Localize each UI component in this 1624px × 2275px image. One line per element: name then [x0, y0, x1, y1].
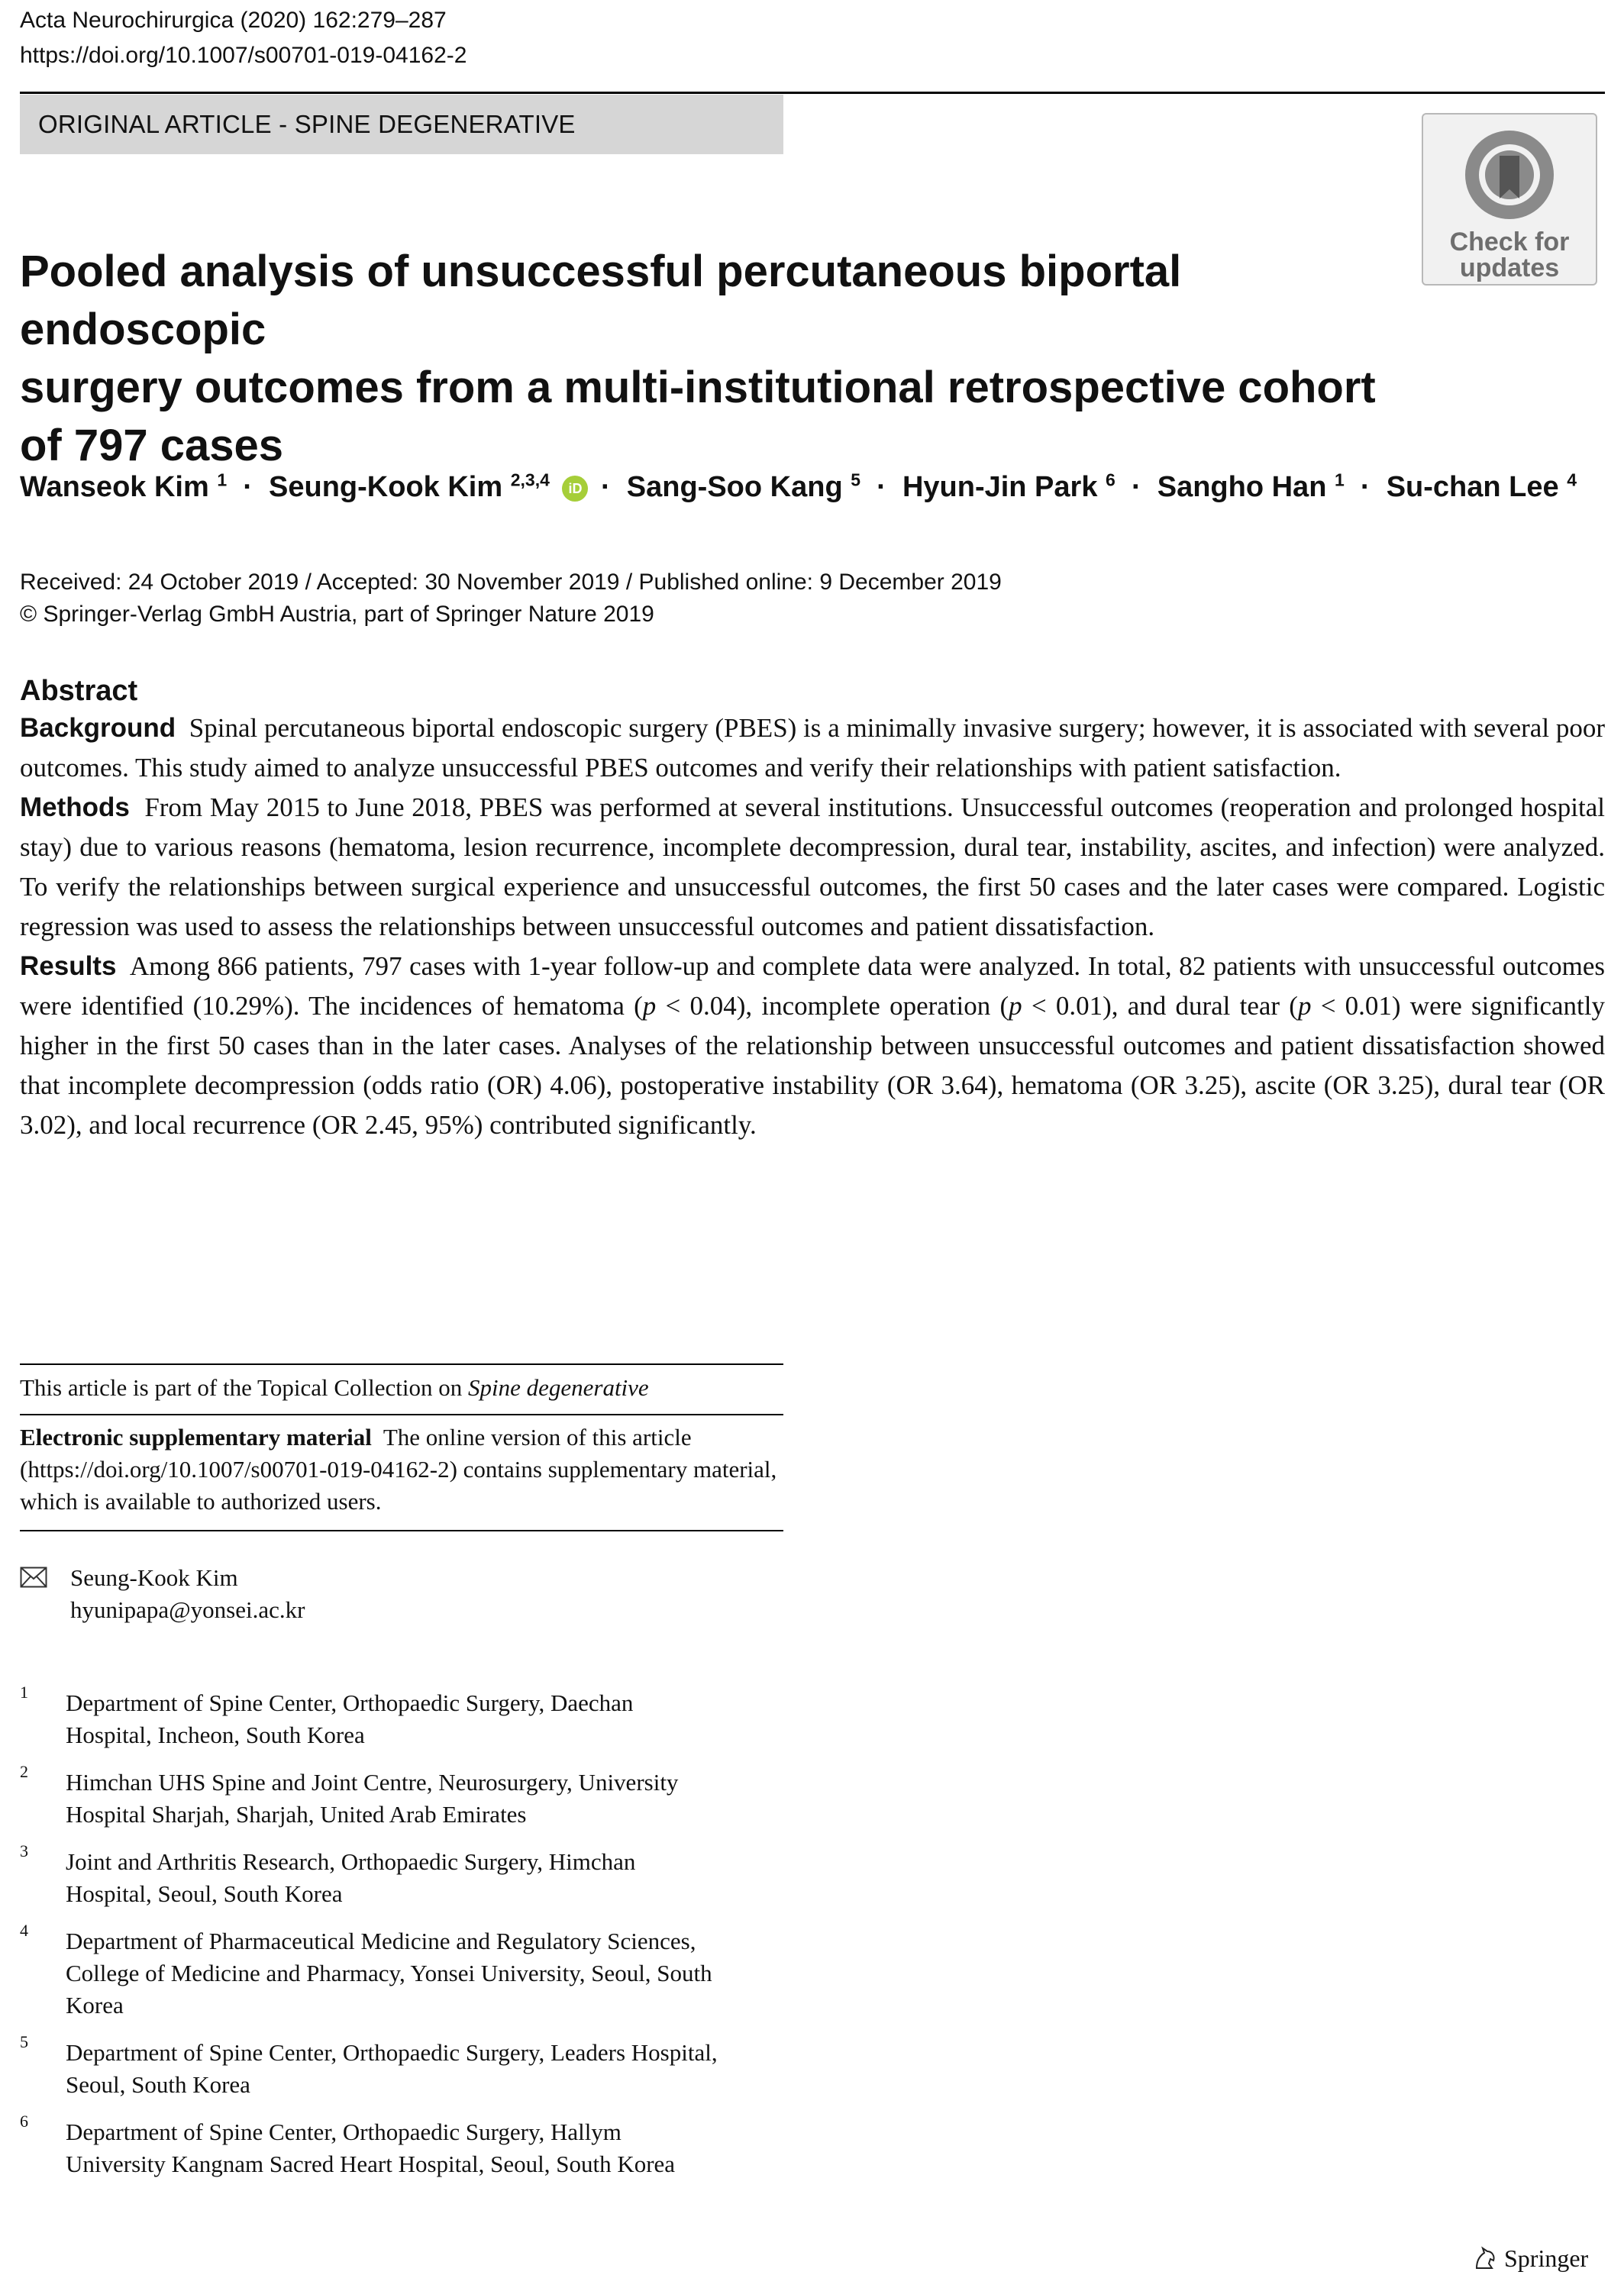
envelope-icon: [20, 1567, 47, 1588]
affiliation-line: Joint and Arthritis Research, Orthopaedic Surgery, Himchan: [66, 1848, 636, 1875]
affiliation-line: College of Medicine and Pharmacy, Yonsei University, Seoul, South: [66, 1960, 712, 1986]
affiliation-line: Department of Spine Center, Orthopaedic Surgery, Hallym: [66, 2118, 622, 2145]
p-symbol: p: [1297, 991, 1312, 1021]
affiliation-line: Department of Pharmaceutical Medicine and Regulatory Sciences,: [66, 1928, 696, 1954]
affiliation-line: Department of Spine Center, Orthopaedic Surgery, Leaders Hospital,: [66, 2039, 718, 2066]
results-text: < 0.01), and dural tear (: [1022, 991, 1298, 1021]
badge-line-2: updates: [1459, 253, 1560, 282]
copyright-notice: © Springer-Verlag GmbH Austria, part of Springer Nature 2019: [20, 602, 654, 627]
results-text: < 0.01) were significantly higher in the first 50 cases than in the later cases. Analyses of the relationship between unsuccessful outcomes and patient dissatisfaction showed that incomplete decompression (odds ratio (OR) 4.06), postoperative instability (OR 3.64), hematoma (OR 3.25), ascite (OR 3.25), dural tear (OR 3.02), and local recurrence (OR 2.45, 95%) contributed significantly.: [20, 991, 1605, 1140]
affiliation-number: 5: [20, 2032, 28, 2051]
affiliation-number: 6: [20, 2112, 28, 2131]
affiliation-text: [66, 1687, 783, 1751]
affiliation-text: [66, 1767, 783, 1831]
publication-dates: Received: 24 October 2019 / Accepted: 30 November 2019 / Published online: 9 December 2019: [20, 570, 1002, 595]
corresponding-author-name: Seung-Kook Kim: [70, 1564, 238, 1591]
affiliation-number: 3: [20, 1841, 28, 1860]
affiliation-line: Himchan UHS Spine and Joint Centre, Neurosurgery, University: [66, 1769, 679, 1796]
title-line-1: Pooled analysis of unsuccessful percutaneous biportal endoscopic: [20, 247, 1182, 354]
affiliation-text: [66, 1925, 783, 2022]
author-name[interactable]: Sangho Han: [1157, 471, 1327, 503]
abstract-heading: Abstract: [20, 675, 138, 707]
esm-label: Electronic supplementary material: [20, 1424, 372, 1451]
corresponding-author-email[interactable]: hyunipapa@yonsei.ac.kr: [70, 1596, 305, 1623]
p-symbol: p: [1009, 991, 1022, 1021]
author-name[interactable]: Seung-Kook Kim: [269, 471, 503, 503]
journal-citation: Acta Neurochirurgica (2020) 162:279–287: [20, 8, 447, 33]
author-affiliation: 5: [851, 470, 861, 490]
author-list: Wanseok Kim $^1$ · Seung-Kook Kim $^{2,3,4}$ iD · Sang-Soo Kang $^5$ · Hyun-Jin Park $^6$ · Sangho Han $^1$ · Su-chan Lee $^4$: [20, 470, 1577, 503]
footnote-rule: [20, 1530, 783, 1531]
abstract-results: [20, 947, 1605, 1145]
author-name[interactable]: Wanseok Kim: [20, 471, 209, 503]
author-affiliation: 2,3,4: [510, 470, 550, 490]
affiliation-text: [66, 2116, 783, 2180]
section-bar: [20, 95, 783, 154]
topical-prefix: This article is part of the Topical Collection on: [20, 1374, 468, 1401]
abstract-methods: [20, 788, 1605, 947]
results-text: Among 866 patients, 797 cases with 1-year follow-up and complete data were analyzed. In total, 82 patients with unsuccessful outcomes were identified (10.29%). The incidences of hematoma (: [20, 951, 1605, 1021]
esm-link[interactable]: https://doi.org/10.1007/s00701-019-04162-2: [27, 1456, 450, 1483]
affiliation-line: Seoul, South Korea: [66, 2071, 250, 2098]
affiliation-line: Korea: [66, 1992, 124, 2018]
footnote-rule: [20, 1363, 783, 1365]
springer-logo: [1472, 2243, 1588, 2273]
p-symbol: p: [642, 991, 657, 1021]
topical-collection-note: [20, 1371, 649, 1405]
supplementary-material-note: [20, 1421, 783, 1518]
article-title: [20, 243, 1409, 475]
affiliation-number: 2: [20, 1762, 28, 1781]
affiliation-line: University Kangnam Sacred Heart Hospital, Seoul, South Korea: [66, 2151, 676, 2177]
author-affiliation: 6: [1106, 470, 1115, 490]
affiliation-line: Hospital, Incheon, South Korea: [66, 1722, 365, 1748]
methods-label: Methods: [20, 792, 130, 822]
affiliation-text: [66, 1846, 783, 1910]
affiliation-line: Hospital, Seoul, South Korea: [66, 1880, 343, 1907]
doi-link[interactable]: https://doi.org/10.1007/s00701-019-04162-2: [20, 43, 467, 68]
esm-text: ) contains supplementary material, which is available to authorized users.: [20, 1456, 777, 1515]
abstract-background: [20, 708, 1605, 788]
topical-name[interactable]: Spine degenerative: [467, 1374, 649, 1401]
methods-text: From May 2015 to June 2018, PBES was performed at several institutions. Unsuccessful outcomes (reoperation and prolonged hospital stay) due to various reasons (hematoma, lesion recurrence, incomplete decompression, dural tear, instability, ascites, and infection) were analyzed. To verify the relationships between surgical experience and unsuccessful outcomes, the first 50 cases and the later cases were compared. Logistic regression was used to assess the relationships between unsuccessful outcomes and patient dissatisfaction.: [20, 792, 1606, 941]
check-for-updates-badge[interactable]: [1422, 113, 1597, 286]
background-text: Spinal percutaneous biportal endoscopic surgery (PBES) is a minimally invasive surgery; however, it is associated with several poor outcomes. This study aimed to analyze unsuccessful PBES outcomes and verify their relationships with patient satisfaction.: [20, 713, 1605, 783]
results-text: < 0.04), incomplete operation (: [656, 991, 1009, 1021]
title-line-2: surgery outcomes from a multi-institutional retrospective cohort: [20, 363, 1376, 412]
badge-line-1: Check for: [1449, 228, 1570, 257]
author-affiliation: 4: [1567, 470, 1577, 490]
header-rule: [20, 92, 1605, 94]
affiliation-line: Hospital Sharjah, Sharjah, United Arab Emirates: [66, 1801, 527, 1828]
footnote-rule: [20, 1414, 783, 1415]
esm-text: The online version of this article (: [20, 1424, 692, 1483]
affiliation-text: [66, 2037, 783, 2101]
author-affiliation: 1: [1334, 470, 1345, 490]
author-name[interactable]: Hyun-Jin Park: [902, 471, 1098, 503]
springer-horse-icon: [1472, 2245, 1498, 2271]
author-name[interactable]: Su-chan Lee: [1386, 471, 1559, 503]
abstract-body: [20, 708, 1605, 1145]
author-name[interactable]: Sang-Soo Kang: [626, 471, 843, 503]
results-label: Results: [20, 951, 117, 981]
affiliation-number: 1: [20, 1683, 28, 1702]
crossmark-icon: [1460, 125, 1559, 224]
author-affiliation: 1: [217, 470, 228, 490]
title-line-3: of 797 cases: [20, 421, 284, 470]
publisher-name: Springer: [1504, 2244, 1589, 2272]
orcid-icon[interactable]: iD: [562, 476, 588, 502]
section-label: ORIGINAL ARTICLE - SPINE DEGENERATIVE: [38, 110, 576, 138]
affiliation-number: 4: [20, 1921, 28, 1940]
background-label: Background: [20, 713, 176, 743]
affiliation-line: Department of Spine Center, Orthopaedic Surgery, Daechan: [66, 1689, 634, 1716]
